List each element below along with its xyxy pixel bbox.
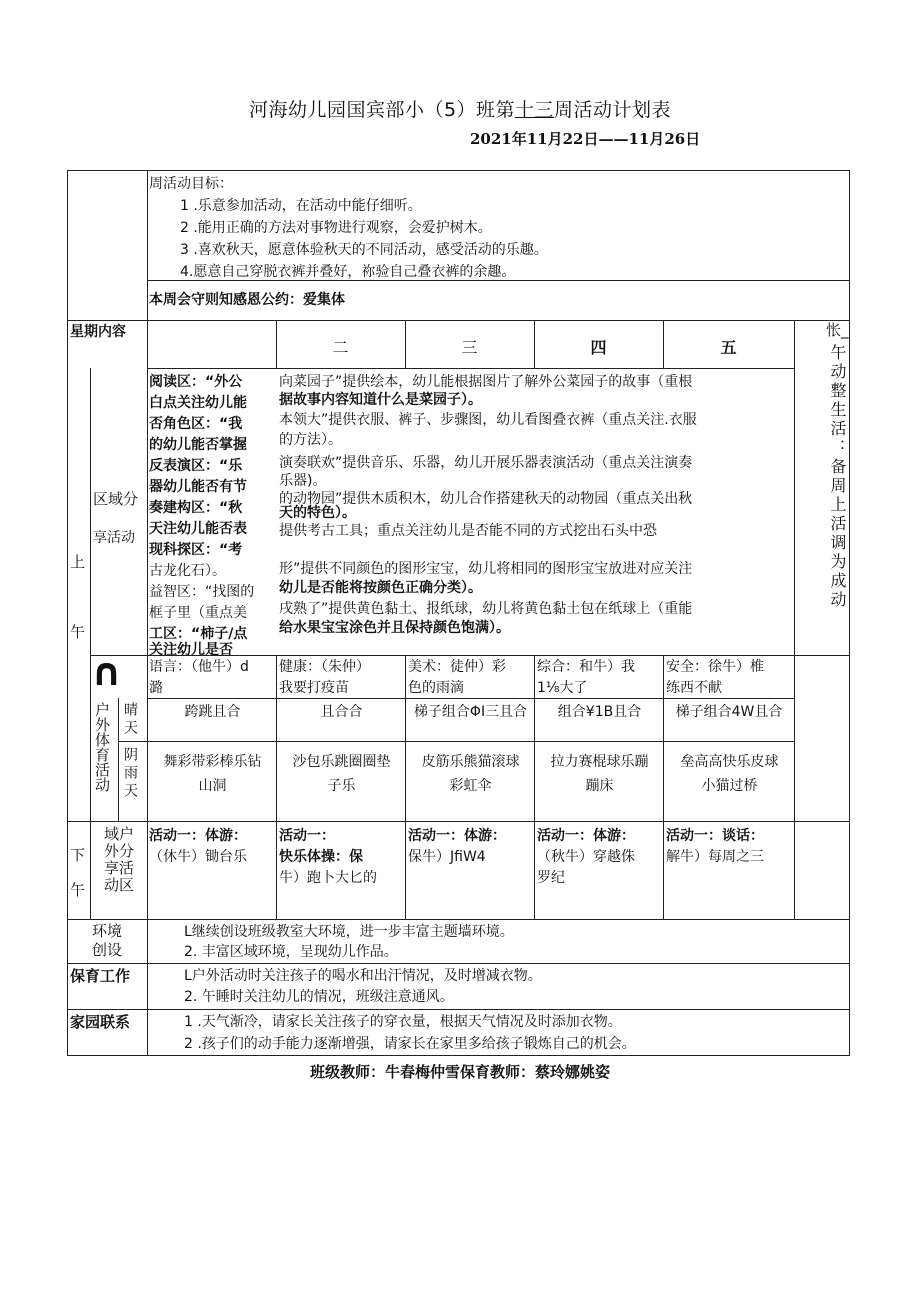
teachers-footer: 班级教师：牛春梅仲雪保育教师：蔡玲娜姚姿: [309, 1063, 610, 1081]
day-header-2: 二: [332, 338, 349, 357]
home-contact-label: 家园联系: [70, 1013, 131, 1031]
divider: [147, 170, 148, 1056]
divider: [90, 368, 91, 821]
divider: [67, 821, 850, 822]
divider: [147, 368, 794, 369]
subject-day-1: 语言：（他牛）d 潞: [149, 659, 249, 696]
divider: [90, 821, 91, 919]
goal-item: 1 .乐意参加活动，在活动中能仔细听。: [180, 198, 422, 214]
morning-label: 午: [70, 623, 86, 641]
divider: [118, 741, 794, 742]
weekly-pledge: 本周会守则知感恩公约：爱集体: [149, 292, 345, 308]
rainy-label: 阴雨天: [122, 747, 138, 801]
home-contact-item: 2 .孩子们的动手能力逐渐增强，请家长在家里多给孩子锻炼自己的机会。: [184, 1036, 636, 1052]
area-description: 的动物园”提供木质积木，幼儿合作搭建秋天的动物园（重点关出秋: [279, 491, 693, 507]
area-description: 幼儿是否能将按颜色正确分类）。: [279, 580, 482, 596]
day-header-3: 三: [461, 338, 478, 357]
afternoon-day-4: 活动一：体游： （秋牛）穿越侏 罗纪: [537, 828, 635, 886]
care-item: L户外活动时关注孩子的喝水和出汗情况，及时增减衣物。: [184, 968, 542, 984]
divider: [405, 655, 406, 919]
afternoon-day-1: 活动一：体游： （休牛）锄台乐: [149, 828, 247, 865]
area-line: 阅读区：“外公: [149, 374, 243, 390]
subject-day-4: 综合：和牛）我 1⅛大了: [537, 659, 635, 696]
area-line: 奏建构区：“秋: [149, 500, 243, 516]
area-line: 古龙化石）。: [149, 563, 226, 579]
week-number: 十三: [515, 99, 555, 121]
date-range: 2021年11月22日——11月26日: [470, 130, 701, 148]
environment-label: 环境 创设: [91, 922, 122, 959]
area-line: 框子里（重点美: [149, 605, 247, 621]
environment-item: L继续创设班级教室大环境，进一步丰富主题墙环境。: [184, 924, 514, 940]
day-header-5: 五: [720, 338, 737, 357]
rainy-day-4: 拉力赛棍球乐蹦 蹦床: [550, 754, 649, 794]
outdoor-sports-label: 户外体育活动: [93, 702, 111, 792]
divider: [794, 320, 795, 919]
rainy-day-5: 垒高高快乐皮球 小猫过桥: [680, 754, 779, 794]
goal-item: 2 .能用正确的方法对事物进行观察，会爱护树木。: [180, 220, 492, 236]
divider: [67, 1009, 850, 1010]
area-description: 向菜园子”提供绘本，幼儿能根据图片了解外公菜园子的故事（重根: [279, 374, 693, 390]
sunny-label: 晴天: [122, 702, 138, 738]
area-description: 本领大”提供衣服、裤子、步骤图，幼儿看图叠衣裤（重点关注.衣服: [279, 412, 697, 428]
subject-day-5: 安全：徐牛）椎 练西不献: [666, 659, 764, 696]
subject-day-3: 美术：徒仲）彩 色的雨滴: [408, 659, 506, 696]
divider: [67, 919, 850, 920]
area-description: 天的特色）。: [279, 505, 356, 521]
divider: [67, 320, 850, 321]
goal-item: 4.愿意自己穿脱衣裤并叠好，祢验自己叠衣裤的余趣。: [180, 264, 516, 280]
environment-item: 2. 丰富区域环境，呈现幼儿作品。: [184, 944, 398, 960]
care-label: 保育工作: [70, 967, 131, 985]
sunny-day-1: 跨跳且合: [184, 704, 241, 720]
area-line: 否角色区：“我: [149, 416, 243, 432]
divider: [276, 655, 277, 919]
afternoon-label: 下: [70, 846, 86, 864]
area-description: 据故事内容知道什么是菜园子）。: [279, 392, 482, 408]
home-contact-item: 1 .天气渐冷，请家长关注孩子的穿衣量，根据天气情况及时添加衣物。: [184, 1014, 622, 1030]
area-line: 天注幼儿能否表: [149, 521, 247, 537]
day-header-4: 四: [590, 338, 607, 357]
area-line: 的幼儿能否掌握: [149, 437, 247, 453]
divider: [67, 963, 850, 964]
subject-day-2: 健康：（朱仲） 我要打疫苗: [279, 659, 370, 696]
weekday-header-label: 星期内容: [70, 324, 126, 340]
afternoon-label: 午: [70, 881, 86, 899]
area-description: 戌熟了”提供黄色黏土、报纸球，幼儿将黄色黏土包在纸球上（重能: [279, 601, 693, 617]
sunny-day-3: 梯子组合ΦI三且合: [413, 704, 528, 720]
afternoon-day-5: 活动一：谈话： 解牛）每周之三: [666, 828, 764, 865]
arch-icon: ∩: [91, 650, 122, 694]
afternoon-area-label: 域户外分享活动区: [103, 825, 134, 894]
noon-column-text: 午动整生活：备周上活调为成动: [828, 344, 847, 610]
rainy-day-2: 沙包乐跳圈圈垫 子乐: [292, 754, 391, 794]
area-line: 白点关注幼儿能: [149, 395, 247, 411]
area-activity-label: 区域分: [93, 490, 139, 508]
rainy-day-3: 皮筋乐熊猫滚球 彩虹伞: [421, 754, 520, 794]
morning-label: 上: [70, 553, 86, 571]
divider: [118, 698, 119, 821]
afternoon-day-3: 活动一：体游： 保牛）JfiW4: [408, 828, 506, 865]
area-line: 关注幼儿是否: [149, 642, 233, 658]
afternoon-day-2: 活动一： 快乐体操：保 牛）跑卜大匕的: [279, 828, 377, 886]
area-description: 给水果宝宝涂色并且保持颜色饱满）。: [279, 620, 510, 636]
area-description: 的方法）。: [279, 432, 342, 448]
area-line: 工区：“柿子/点: [149, 626, 248, 642]
area-description: 演奏联欢”提供音乐、乐器，幼儿开展乐器表演活动（重点关注演奏: [279, 455, 693, 471]
area-line: 益智区：“找图的: [149, 584, 255, 600]
sunny-day-4: 组合¥1B且合: [557, 704, 642, 720]
divider: [534, 655, 535, 919]
sunny-day-2: 且合合: [320, 704, 363, 720]
goal-item: 3 .喜欢秋天，愿意体验秋天的不同活动，感受活动的乐趣。: [180, 242, 548, 258]
noon-column-mark: 怅_: [826, 321, 849, 339]
divider: [663, 655, 664, 919]
area-description: 乐器)。: [279, 473, 327, 489]
goals-heading: 周活动目标：: [149, 176, 233, 192]
page-title: 河海幼儿园国宾部小（5）班第十三周活动计划表: [248, 99, 672, 121]
rainy-day-1: 舞彩带彩棒乐钻 山洞: [163, 754, 262, 794]
care-item: 2. 午睡时关注幼儿的情况，班级注意通风。: [184, 989, 454, 1005]
area-description: 形”提供不同颜色的图形宝宝，幼儿将相同的图形宝宝放进对应关注: [279, 561, 693, 577]
area-line: 现科探区：“考: [149, 542, 243, 558]
sunny-day-5: 梯子组合4W且合: [675, 704, 783, 720]
area-description: 提供考古工具；重点关注幼儿是否能不同的方式挖出石头中恐: [279, 523, 657, 539]
area-line: 反表演区：“乐: [149, 458, 243, 474]
area-activity-label: 享活动: [93, 530, 135, 546]
area-line: 器幼儿能否有节: [149, 479, 247, 495]
